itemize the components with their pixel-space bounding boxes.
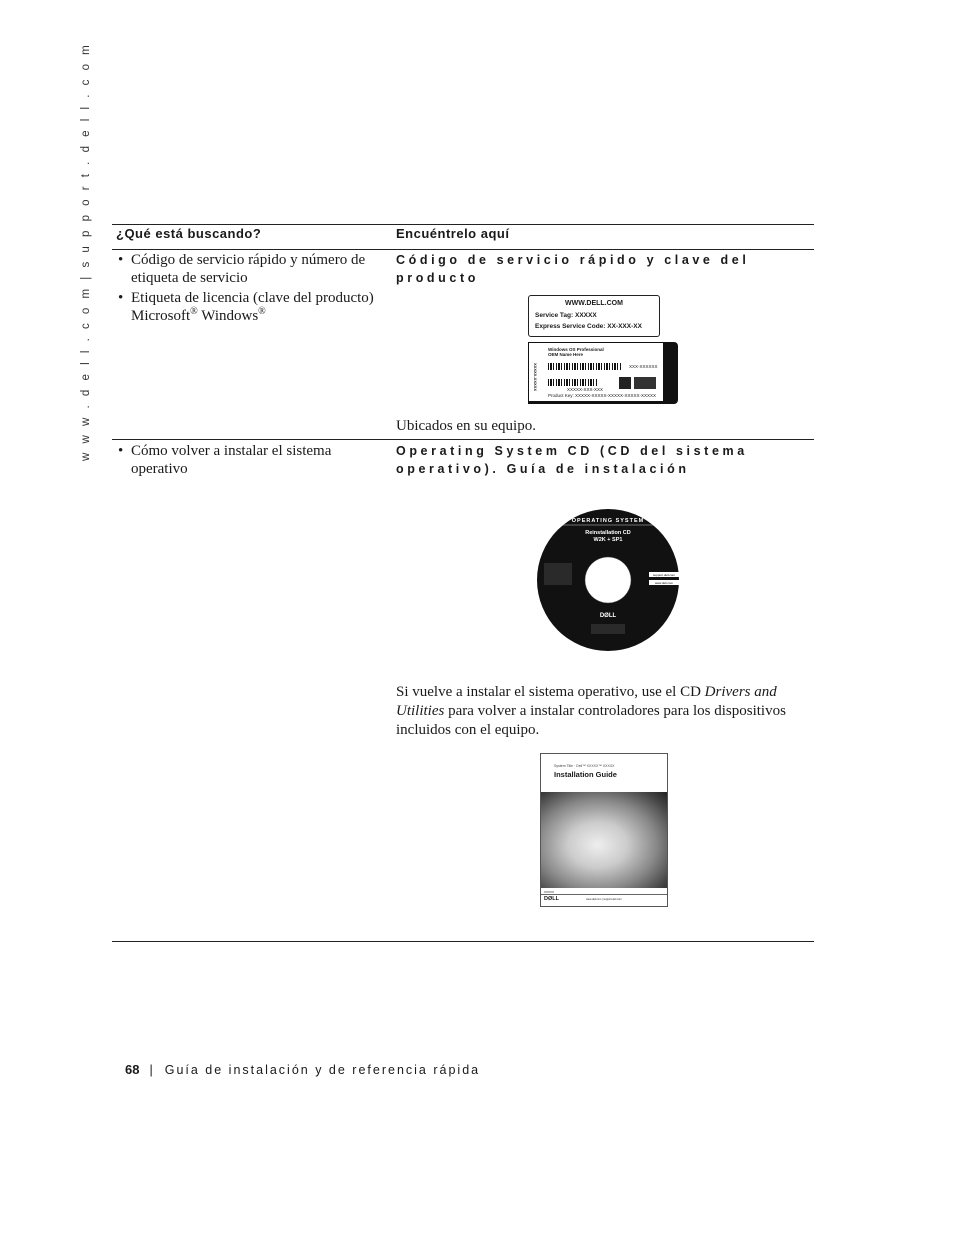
coa-product-key: Product Key: XXXXX-XXXXX-XXXXX-XXXXX-XXXXX bbox=[548, 393, 657, 398]
section-title-service-code: Código de servicio rápido y clave del producto bbox=[396, 253, 750, 285]
footer-title: Guía de instalación y de referencia rápida bbox=[164, 1063, 481, 1077]
coa-code-mid: XXXXX-XXX-XXX bbox=[567, 387, 604, 392]
header-rule bbox=[112, 249, 814, 250]
guide-title: Installation Guide bbox=[554, 770, 617, 779]
bullet-license-label: • Etiqueta de licencia (clave del producto) Microsoft® Windows® bbox=[118, 289, 388, 325]
side-url-text: w w w . d e l l . c o m | s u p p o r t . d e l l . c o m bbox=[80, 42, 92, 461]
page-number: 68 bbox=[125, 1062, 140, 1077]
label-url: WWW.DELL.COM bbox=[565, 300, 623, 307]
cd-link-support: support.dell.com bbox=[652, 572, 676, 577]
bullet-reinstall-os: • Cómo volver a instalar el sistema operativo bbox=[118, 442, 388, 478]
installation-guide-image bbox=[540, 753, 668, 907]
section-title-os-cd: Operating System CD (CD del sistema operativo). Guía de instalación bbox=[396, 444, 748, 476]
paragraph-drivers-utilities: Si vuelve a instalar el sistema operativo, use el CD Drivers and Utilities para volver a instalar controladores para los dispositivos incluidos con el equipo. bbox=[396, 684, 786, 738]
service-tag-label-image bbox=[528, 295, 660, 337]
cd-header: OPERATING SYSTEM bbox=[571, 518, 645, 524]
coa-code-right: XXX-XXXXXX bbox=[629, 364, 658, 369]
table-bottom-rule bbox=[112, 941, 814, 942]
guide-brand: DØLL bbox=[544, 896, 559, 902]
bullet-license-text: Etiqueta de licencia (clave del producto) Microsoft® Windows® bbox=[131, 290, 374, 324]
col1-header: ¿Qué está buscando? bbox=[116, 226, 262, 241]
label-service-tag: Service Tag: XXXXX bbox=[535, 312, 597, 319]
table-top-rule bbox=[112, 224, 814, 225]
guide-photo bbox=[541, 792, 667, 888]
footer-separator: | bbox=[149, 1063, 155, 1077]
bullet-service-code-text: Código de servicio rápido y número de etiqueta de servicio bbox=[131, 252, 366, 286]
cd-title: Reinstallation CD bbox=[585, 530, 631, 536]
drivers-utilities-title: Drivers and Utilities bbox=[396, 684, 777, 719]
guide-bottom: www.dell.com | support.dell.com bbox=[586, 898, 622, 901]
bullet-reinstall-os-text: Cómo volver a instalar el sistema operativo bbox=[131, 443, 332, 477]
guide-small-title: System Title · Dell™ XXXXX™ XXXXX bbox=[554, 764, 615, 768]
cd-link-dell: www.dell.com bbox=[654, 580, 674, 585]
coa-product: Windows OS Professional bbox=[548, 347, 604, 352]
barcode-2 bbox=[548, 379, 598, 386]
hologram-1 bbox=[619, 377, 631, 389]
coa-label-image bbox=[528, 342, 678, 404]
coa-side-code: XXXXX-XXXXX bbox=[533, 363, 538, 392]
hologram-2 bbox=[634, 377, 656, 389]
cd-subtitle: W2K + SP1 bbox=[593, 537, 623, 543]
col2-header: Encuéntrelo aquí bbox=[396, 226, 510, 241]
label-express-code: Express Service Code: XX-XXX-XX bbox=[535, 323, 642, 330]
page-footer bbox=[125, 1062, 480, 1077]
coa-oem: OEM Name Here bbox=[548, 352, 584, 357]
guide-code: XXXXX bbox=[544, 890, 555, 894]
os-cd-image bbox=[536, 508, 680, 652]
barcode-1 bbox=[548, 363, 622, 370]
side-url-vertical bbox=[80, 42, 100, 461]
bullet-service-code: • Código de servicio rápido y número de etiqueta de servicio bbox=[118, 251, 388, 287]
row-rule-1 bbox=[112, 439, 814, 440]
cd-brand: DØLL bbox=[599, 613, 617, 619]
caption-located: Ubicados en su equipo. bbox=[396, 418, 536, 434]
